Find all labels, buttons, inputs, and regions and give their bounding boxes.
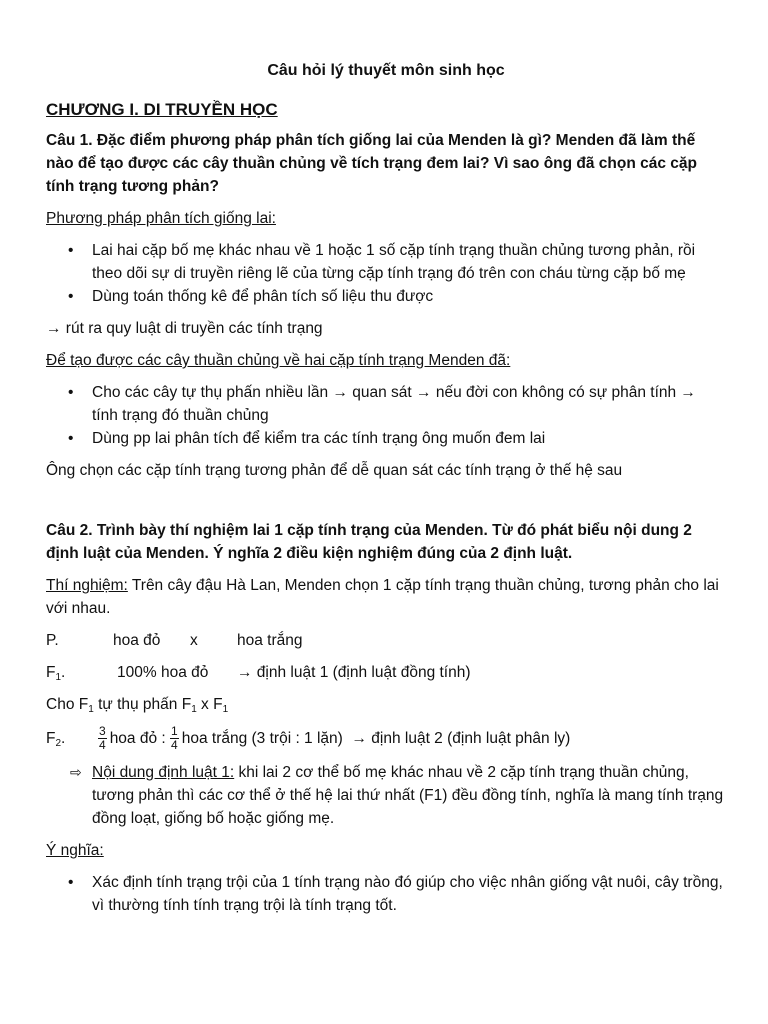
experiment-text: Trên cây đậu Hà Lan, Menden chọn 1 cặp tính trạng thuần chủng, tương phản cho lai với nhau. [46,577,719,617]
experiment-label: Thí nghiệm: [46,577,128,594]
reason-line: Ông chọn các cặp tính trạng tương phản để dễ quan sát các tính trạng ở thế hệ sau [46,462,623,479]
list-item: • Xác định tính trạng trội của 1 tính trạng nào đó giúp cho việc nhân giống vật nuôi, cây trồng, vì thường tính tính trạng trội là tính trạng tốt. [46,871,726,917]
cross-parent2: hoa trắng [237,632,303,649]
law1-paragraph [46,761,726,830]
list-item: • Cho các cây tự thụ phấn nhiều lần → quan sát → nếu đời con không có sự phân tính → tính trạng đó thuần chủng [46,381,726,427]
pure-list [46,381,726,450]
fraction-three-quarters: $\frac{3}{4}$ [99,724,106,752]
method-heading: Phương pháp phân tích giống lai: [46,210,276,227]
f1-value: 100% hoa đỏ [117,664,209,681]
law1-label: Nội dung định luật 1: [92,764,235,781]
arrow-icon: ⇨ [70,764,82,780]
list-item: • Dùng pp lai phân tích để kiểm tra các tính trạng ông muốn đem lai [46,427,726,450]
cross-row [46,629,726,652]
cross-parent1: hoa đỏ [113,632,161,649]
conclusion-line: → rút ra quy luật di truyền các tính trạng [46,320,323,337]
document-title: Câu hỏi lý thuyết môn sinh học [267,62,505,79]
f1-row [46,661,726,684]
law1-text: khi lai 2 cơ thể bố mẹ khác nhau về 2 cặp tính trạng thuần chủng, tương phản thì các cơ thể ở thế hệ lai thứ nhất (F1) đều đồng tính, nghĩa là mang tính trạng đồng loạt, giống bố hoặc giống mẹ. [92,764,724,827]
selfing-line: Cho $F_1$ tự thụ phấn $F_1$ x $F_1$ [46,696,229,715]
list-item: • Lai hai cặp bố mẹ khác nhau về 1 hoặc 1 số cặp tính trạng thuần chủng tương phản, rồi theo dõi sự di truyền riêng lẽ của từng cặp tính trạng đó trên con cháu từng cặp bố mẹ [46,239,726,285]
chapter-heading: CHƯƠNG I. DI TRUYỀN HỌC [46,100,278,119]
cross-x: x [190,632,198,649]
f2-row [46,725,726,752]
document-page [46,62,726,926]
f2-text1: hoa đỏ : [109,729,166,747]
f1-label: $F_1$. [46,664,66,683]
method-list [46,239,726,308]
meaning-list [46,871,726,917]
spacer [46,491,726,519]
question-2: Câu 2. Trình bày thí nghiệm lai 1 cặp tính trạng của Menden. Từ đó phát biểu nội dung 2 định luật của Menden. Ý nghĩa 2 điều kiện nghiệm đúng của 2 định luật. [46,522,692,562]
f2-label: $F_2$. [46,729,66,749]
meaning-heading: Ý nghĩa: [46,842,104,859]
pure-heading: Để tạo được các cây thuần chủng về hai cặp tính trạng Menden đã: [46,352,511,369]
list-item: • Dùng toán thống kê để phân tích số liệu thu được [46,285,726,308]
f2-text2: hoa trắng (3 trội : 1 lặn) [181,729,343,747]
fraction-one-quarter: $\frac{1}{4}$ [171,724,178,752]
question-1: Câu 1. Đặc điểm phương pháp phân tích giống lai của Menden là gì? Menden đã làm thế nào để tạo được các cây thuần chủng về tích trạng đem lai? Vì sao ông đã chọn các cặp tính trạng tương phản? [46,132,698,195]
f2-law: → định luật 2 (định luật phân ly) [351,729,571,747]
experiment-paragraph [46,574,726,620]
cross-p: P. [46,632,59,649]
f1-law: → định luật 1 (định luật đồng tính) [237,664,471,681]
